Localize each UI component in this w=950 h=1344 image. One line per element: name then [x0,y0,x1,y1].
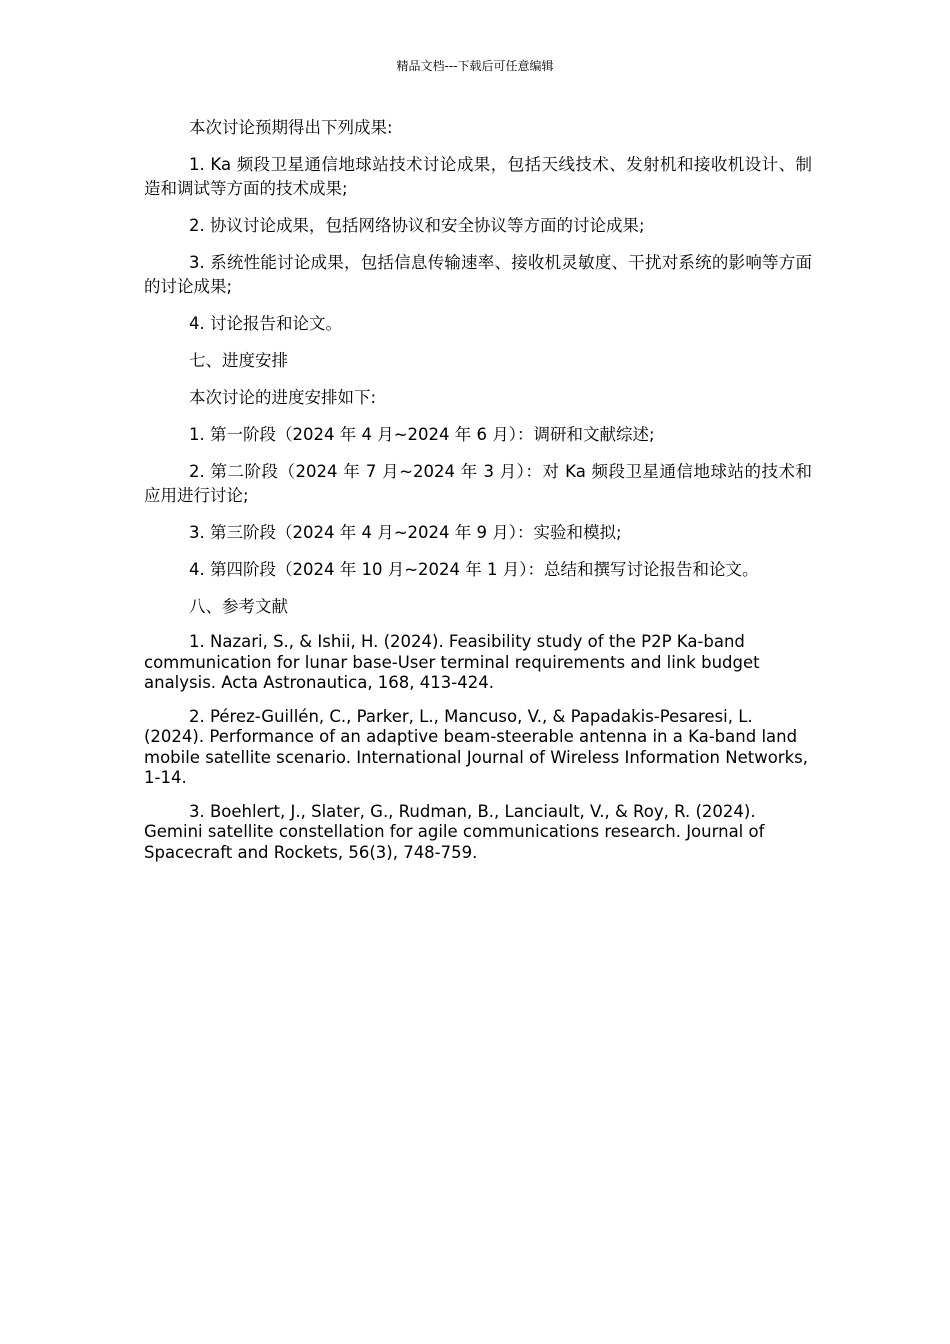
result-item-1: 1. Ka 频段卫星通信地球站技术讨论成果，包括天线技术、发射机和接收机设计、制造和调试等方面的技术成果; [144,155,812,198]
result-item-4: 4. 讨论报告和论文。 [189,314,342,333]
schedule-item-4: 4. 第四阶段（2024 年 10 月~2024 年 1 月）：总结和撰写讨论报告和论文。 [189,560,759,579]
reference-item-3: 3. Boehlert, J., Slater, G., Rudman, B., Lanciault, V., & Roy, R. (2024). Gemini satellite constellation for agile communications research. Journal of Spacecraft and Rockets, 56(3), 748-759. [144,801,765,862]
section-heading-schedule: 七、进度安排 [189,351,288,370]
schedule-item-2: 2. 第二阶段（2024 年 7 月~2024 年 3 月）：对 Ka 频段卫星通信地球站的技术和应用进行讨论; [144,462,812,505]
intro-results-paragraph: 本次讨论预期得出下列成果: [189,118,393,137]
reference-item-1: 1. Nazari, S., & Ishii, H. (2024). Feasibility study of the P2P Ka-band communication for lunar base-User terminal requirements and link budget analysis. Acta Astronautica, 168, 413-424. [144,632,760,692]
schedule-item-1: 1. 第一阶段（2024 年 4 月~2024 年 6 月）：调研和文献综述; [189,425,655,444]
page-header: 精品文档---下载后可任意编辑 [396,59,554,73]
document-body [144,116,812,876]
section-heading-references: 八、参考文献 [189,597,288,616]
reference-item-2: 2. Pérez-Guillén, C., Parker, L., Mancuso, V., & Papadakis-Pesaresi, L. (2024). Performance of an adaptive beam-steerable antenna in a Ka-band land mobile satellite scenario. International Journal of Wireless Information Networks, 1-14. [144,706,808,787]
result-item-3: 3. 系统性能讨论成果，包括信息传输速率、接收机灵敏度、干扰对系统的影响等方面的讨论成果; [144,253,812,296]
schedule-intro-paragraph: 本次讨论的进度安排如下: [189,388,377,407]
schedule-item-3: 3. 第三阶段（2024 年 4 月~2024 年 9 月）：实验和模拟; [189,523,622,542]
result-item-2: 2. 协议讨论成果，包括网络协议和安全协议等方面的讨论成果; [189,216,645,235]
